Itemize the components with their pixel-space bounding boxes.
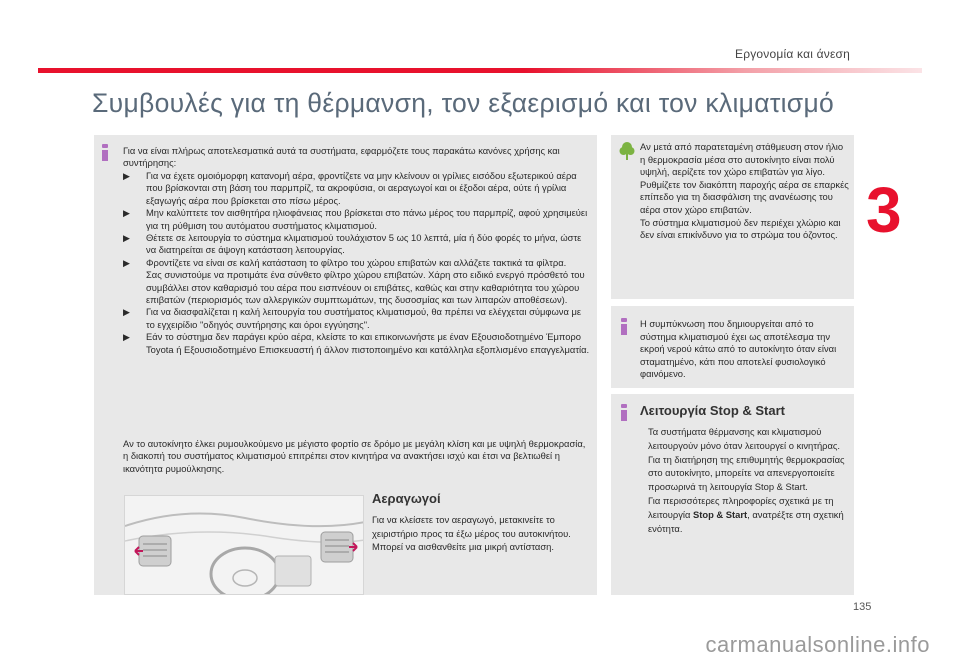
- info-icon: [621, 318, 627, 335]
- bullet-arrow-icon: ▶: [123, 233, 130, 244]
- advice-bullet-text: Εάν το σύστημα δεν παράγει κρύο αέρα, κλείστε το και επικοινωνήστε με έναν Εξουσιοδοτημένο Έμπορο Toyota ή Εξουσιοδοτημένο Επισκευαστή ή άλλον πιστοποιημένο και κατάλληλα εξοπλισμένο επαγγελματία.: [146, 331, 590, 355]
- page-number: 135: [853, 601, 872, 613]
- header-accent-bar: [38, 68, 922, 73]
- advice-intro: Για να είναι πλήρως αποτελεσματικά αυτά τα συστήματα, εφαρμόζετε τους παρακάτω κανόνες χρήσης και συντήρησης:: [123, 145, 560, 169]
- stop-start-text-after: , ανατρέξτε στη σχετική ενότητα.: [648, 508, 844, 534]
- section-name: Εργονομία και άνεση: [735, 47, 850, 61]
- advice-bullet: [123, 207, 591, 232]
- advice-bullet: [123, 257, 591, 307]
- bullet-arrow-icon: ▶: [123, 307, 130, 318]
- air-vents-text: Για να κλείσετε τον αεραγωγό, μετακινείτε το χειριστήριο προς τα έξω μέρος του αυτοκινήτου. Μπορεί να αισθανθείτε μια μικρή αντίσταση.: [372, 514, 571, 552]
- towing-note: Αν το αυτοκίνητο έλκει ρυμουλκούμενο με μέγιστο φορτίο σε δρόμο με μεγάλη κλίση και με υψηλή θερμοκρασία, η διακοπή του συστήματος κλιματισμού επιτρέπει στον κινητήρα να ανακτήσει ισχύ και έτσι να βελτιωθεί η ικανότητα ρυμούλκησης.: [123, 438, 586, 474]
- advice-bullet-text: Φροντίζετε να είναι σε καλή κατάσταση το φίλτρο του χώρου επιβατών και αλλάζετε τακτικά τα φίλτρα. Σας συνιστούμε να προτιμάτε ένα σύνθετο φίλτρο χώρου επιβατών. Χάρη στο ειδικό ενεργό πρόσθετό του συμβάλλει στον καθαρισμό του αέρα που εισπνέουν οι επιβάτες, καθώς και στην καθαριότητα του χώρου επιβατών (περιορισμός των αλλεργικών συμπτωμάτων, της δυσοσμίας και των λιπαρών αποθέσεων).: [146, 256, 585, 306]
- page-title: Συμβουλές για τη θέρμανση, τον εξαερισμό και τον κλιματισμό: [92, 88, 835, 118]
- advice-bullet-text: Για να έχετε ομοιόμορφη κατανομή αέρα, φροντίζετε να μην κλείνουν οι γρίλιες εισόδου εξωτερικού αέρα που βρίσκονται στη βάση του παρμπρίζ, τα ακροφύσια, οι αεραγωγοί και οι έξοδοι αέρα, ούτε ή γρίλια εξαγωγής αέρα που βρίσκεται στο πίσω μέρος.: [146, 170, 577, 206]
- advice-bullet-text: Για να διασφαλίζεται η καλή λειτουργία του συστήματος κλιματισμού, θα πρέπει να ελέγχεται σύμφωνα με το εγχειρίδιο "οδηγός συντήρησης και όροι εγγύησης".: [146, 306, 582, 330]
- dashboard-vent-illustration: [124, 495, 364, 595]
- stop-start-text: [648, 425, 848, 535]
- watermark: carmanualsonline.info: [705, 632, 930, 657]
- info-icon: [102, 144, 108, 161]
- advice-bullet: [123, 306, 591, 331]
- condensation-text: Η συμπύκνωση που δημιουργείται από το σύστημα κλιματισμού έχει ως αποτέλεσμα την εκροή νερού κάτω από το αυτοκίνητο όταν είναι σταματημένο, κάτι που αποτελεί φυσιολογικό φαινόμενο.: [640, 318, 837, 380]
- advice-bullet-list: [123, 170, 591, 356]
- eco-tree-icon: [619, 141, 635, 161]
- advice-bullet-text: Μην καλύπτετε τον αισθητήρα ηλιοφάνειας που βρίσκεται στο πάνω μέρος του παρμπρίζ, αφού χρησιμεύει για τη ρύθμιση του αυτόματου συστήματος κλιματισμού.: [146, 207, 588, 231]
- left-vent-icon: [135, 536, 171, 566]
- advice-bullet: [123, 170, 591, 207]
- bullet-arrow-icon: ▶: [123, 332, 130, 343]
- stop-start-text-before: Τα συστήματα θέρμανσης και κλιματισμού λειτουργούν μόνο όταν λειτουργεί ο κινητήρας. Για τη διατήρηση της επιθυμητής θερμοκρασίας στο αυτοκίνητο, μπορείτε να απενεργοποιείτε προσωρινά τη λειτουργία Stop & Start. Για περισσότερες πληροφορίες σχετικά με τη λειτουργία: [648, 426, 845, 520]
- air-vents-heading: Αεραγωγοί: [372, 491, 441, 506]
- eco-text: Αν μετά από παρατεταμένη στάθμευση στον ήλιο η θερμοκρασία μέσα στο αυτοκίνητο είναι πολύ υψηλή, αερίζετε τον χώρο επιβατών για λίγο. Ρυθμίζετε τον διακόπτη παροχής αέρα σε επαρκές επίπεδο για τη διασφάλιση της ανανέωσης του αέρα στον χώρο επιβατών. Το σύστημα κλιματισμού δεν περιέχει χλώριο και δεν είναι επικίνδυνο για το στρώμα του όζοντος.: [640, 141, 849, 241]
- info-icon: [621, 404, 627, 421]
- bullet-arrow-icon: ▶: [123, 257, 130, 268]
- bullet-arrow-icon: ▶: [123, 171, 130, 181]
- dashboard-vent-drawing: [125, 496, 364, 595]
- stop-start-bold: Stop & Start: [693, 508, 748, 520]
- chapter-number: 3: [866, 174, 902, 246]
- advice-bullet: [123, 232, 591, 257]
- advice-bullet: [123, 331, 591, 356]
- right-vent-icon: [321, 532, 357, 562]
- advice-bullet-text: Θέτετε σε λειτουργία το σύστημα κλιματισμού τουλάχιστον 5 ως 10 λεπτά, μία ή δύο φορές το μήνα, ώστε να διατηρείται σε άψογη κατάσταση λειτουργίας.: [146, 232, 582, 256]
- bullet-arrow-icon: ▶: [123, 208, 130, 219]
- stop-start-heading: Λειτουργία Stop & Start: [640, 403, 785, 418]
